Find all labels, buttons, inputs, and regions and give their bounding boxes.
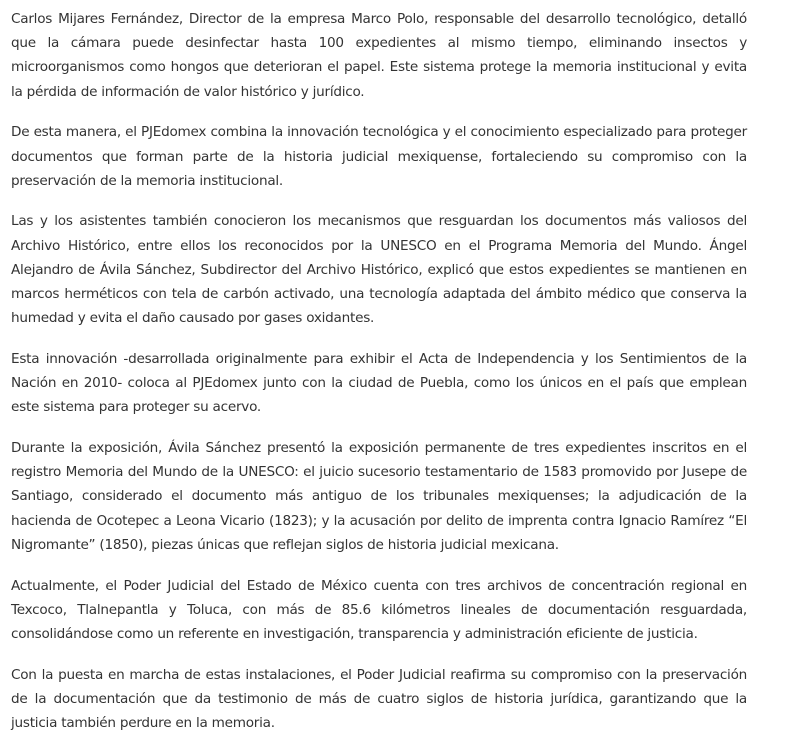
article-paragraph: Las y los asistentes también conocieron los mecanismos que resguardan los documentos más valiosos del Archivo Histórico, entre ellos los reconocidos por la UNESCO en el Programa Memoria del Mundo. Ángel Alejandro de Ávila Sánchez, Subdirector del Archivo Histórico, explicó que estos expedientes se mantienen en marcos herméticos con tela de carbón activado, una tecnología adaptada del ámbito médico que conserva la humedad y evita el daño causado por gases oxidantes.	[11, 213, 747, 327]
article-paragraph: De esta manera, el PJEdomex combina la innovación tecnológica y el conocimiento especializado para proteger documentos que forman parte de la historia judicial mexiquense, fortaleciendo su compromiso con la preservación de la memoria institucional.	[11, 124, 747, 189]
article-paragraph: Durante la exposición, Ávila Sánchez presentó la exposición permanente de tres expedientes inscritos en el registro Memoria del Mundo de la UNESCO: el juicio sucesorio testamentario de 1583 promovido por Jusepe de Santiago, considerado el documento más antiguo de los tribunales mexiquenses; la adjudicación de la hacienda de Ocotepec a Leona Vicario (1823); y la acusación por delito de imprenta contra Ignacio Ramírez “El Nigromante” (1850), piezas únicas que reflejan siglos de historia judicial mexicana.	[11, 440, 747, 553]
article-paragraph: Carlos Mijares Fernández, Director de la empresa Marco Polo, responsable del desarrollo tecnológico, detalló que la cámara puede desinfectar hasta 100 expedientes al mismo tiempo, eliminando insectos y microorganismos como hongos que deterioran el papel. Este sistema protege la memoria institucional y evita la pérdida de información de valor histórico y jurídico.	[11, 11, 747, 100]
article-body	[11, 7, 747, 752]
article-paragraph: Esta innovación -desarrollada originalmente para exhibir el Acta de Independencia y los Sentimientos de la Nación en 2010- coloca al PJEdomex junto con la ciudad de Puebla, como los únicos en el país que emplean este sistema para proteger su acervo.	[11, 350, 747, 416]
article-paragraph: Con la puesta en marcha de estas instalaciones, el Poder Judicial reafirma su compromiso con la preservación de la documentación que da testimonio de más de cuatro siglos de historia jurídica, garantizando que la justicia también perdure en la memoria.	[11, 666, 747, 732]
article-paragraph: Actualmente, el Poder Judicial del Estado de México cuenta con tres archivos de concentración regional en Texcoco, Tlalnepantla y Toluca, con más de 85.6 kilómetros lineales de documentación resguardada, consolidándose como un referente en investigación, transparencia y administración eficiente de justicia.	[11, 577, 747, 642]
